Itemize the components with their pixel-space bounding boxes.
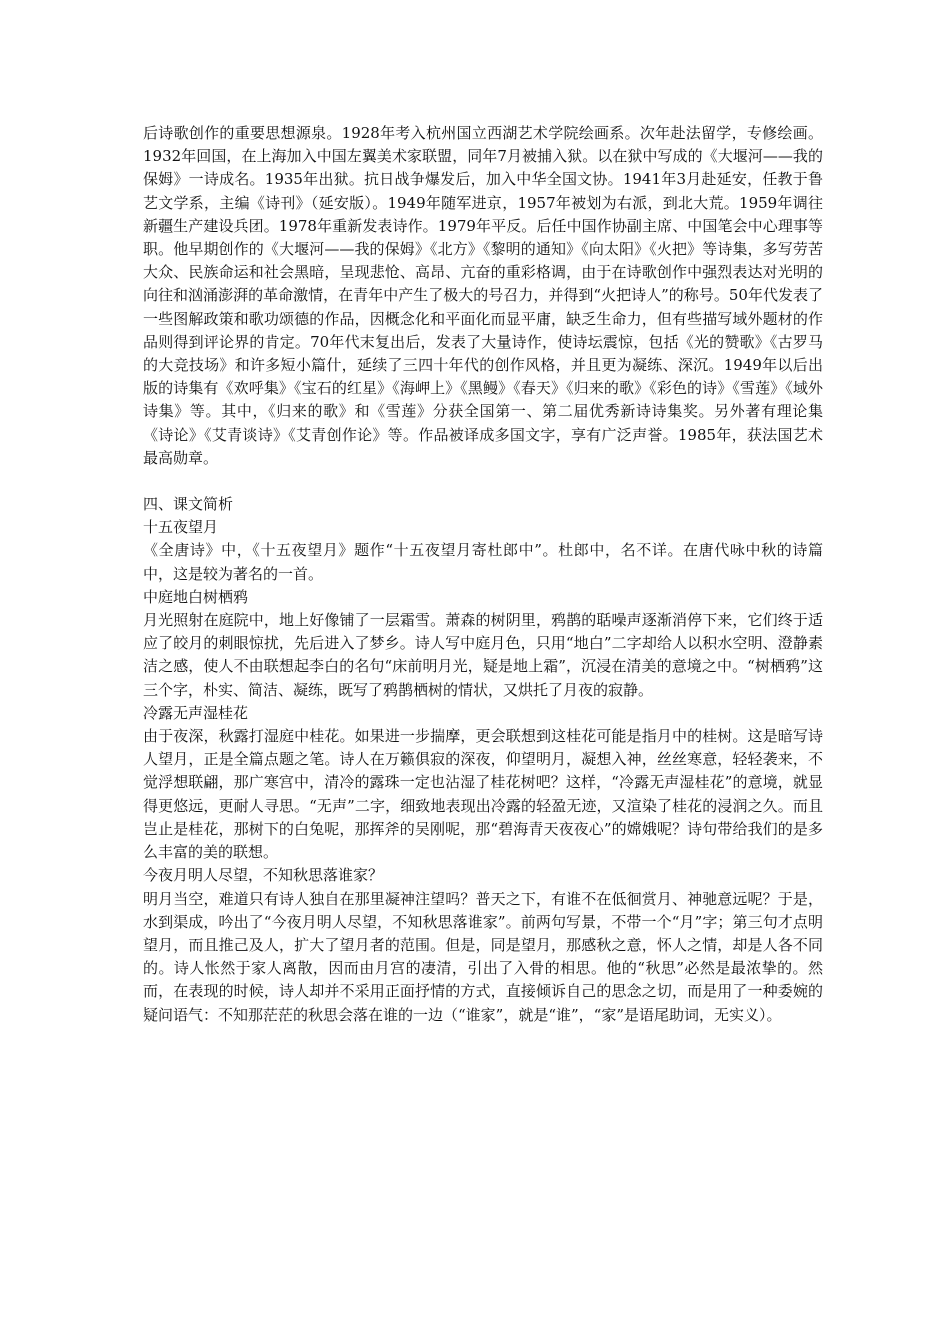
blank-line (143, 470, 823, 493)
line-heading-3: 今夜月明人尽望，不知秋思落谁家？ (143, 866, 384, 885)
poem-title: 十五夜望月 (143, 518, 219, 537)
line-analysis-1: 月光照射在庭院中，地上好像铺了一层霜雪。萧森的树阴里，鸦鹊的聒噪声逐渐消停下来，它们终于适应了皎月的刺眼惊扰，先后进入了梦乡。诗人写中庭月色，只用“地白”二字却给人以积水空明、澄静素洁之感，使人不由联想起李白的名句“床前明月光，疑是地上霜”，沉浸在清美的意境之中。“树栖鸦”这三个字，朴实、简洁、凝练，既写了鸦鹊栖树的情状，又烘托了月夜的寂静。 (143, 611, 823, 699)
line-analysis-2: 由于夜深，秋露打湿庭中桂花。如果进一步揣摩，更会联想到这桂花可能是指月中的桂树。这是暗写诗人望月，正是全篇点题之笔。诗人在万籁俱寂的深夜，仰望明月，凝想入神，丝丝寒意，轻轻袭来，不觉浮想联翩，那广寒宫中，清冷的露珠一定也沾湿了桂花树吧？这样，“冷露无声湿桂花”的意境，就显得更悠远，更耐人寻思。“无声”二字，细致地表现出冷露的轻盈无迹，又渲染了桂花的浸润之久。而且岂止是桂花，那树下的白兔呢，那挥斧的吴刚呢，那“碧海青天夜夜心”的嫦娥呢？诗句带给我们的是多么丰富的美的联想。 (143, 727, 823, 862)
line-analysis-3: 明月当空，难道只有诗人独自在那里凝神注望吗？普天之下，有谁不在低徊赏月、神驰意远呢？于是，水到渠成，吟出了“今夜月明人尽望，不知秋思落谁家”。前两句写景，不带一个“月”字；第三句才点明望月，而且推己及人，扩大了望月者的范围。但是，同是望月，那感秋之意，怀人之情，却是人各不同的。诗人怅然于家人离散，因而由月宫的凄清，引出了入骨的相思。他的“秋思”必然是最浓挚的。然而，在表现的时候，诗人却并不采用正面抒情的方式，直接倾诉自己的思念之切，而是用了一种委婉的疑问语气：不知那茫茫的秋思会落在谁的一边（“谁家”，就是“谁”，“家”是语尾助词，无实义）。 (143, 889, 823, 1024)
line-heading-2: 冷露无声湿桂花 (143, 703, 249, 722)
line-heading-1: 中庭地白树栖鸦 (143, 587, 249, 606)
author-bio-paragraph: 后诗歌创作的重要思想源泉。1928年考入杭州国立西湖艺术学院绘画系。次年赴法留学，专修绘画。1932年回国，在上海加入中国左翼美术家联盟，同年7月被捕入狱。以在狱中写成的《大堰河——我的保姆》一诗成名。1935年出狱。抗日战争爆发后，加入中华全国文协。1941年3月赴延安，任教于鲁艺文学系，主编《诗刊》（延安版）。1949年随军进京，1957年被划为右派，到北大荒。1959年调往新疆生产建设兵团。1978年重新发表诗作。1979年平反。后任中国作协副主席、中国笔会中心理事等职。他早期创作的《大堰河——我的保姆》《北方》《黎明的通知》《向太阳》《火把》等诗集，多写劳苦大众、民族命运和社会黑暗，呈现悲怆、高昂、亢奋的重彩格调，由于在诗歌创作中强烈表达对光明的向往和汹涌澎湃的革命激情，在青年中产生了极大的号召力，并得到“火把诗人”的称号。50年代发表了一些图解政策和歌功颂德的作品，因概念化和平面化而显平庸，缺乏生命力，但有些描写域外题材的作品则得到评论界的肯定。70年代末复出后，发表了大量诗作，使诗坛震惊，包括《光的赞歌》《古罗马的大竞技场》和许多短小篇什，延续了三四十年代的创作风格，并且更为凝练、深沉。1949年以后出版的诗集有《欢呼集》《宝石的红星》《海岬上》《黑鳗》《春天》《归来的歌》《彩色的诗》《雪莲》《域外诗集》等。其中，《归来的歌》和《雪莲》分获全国第一、第二届优秀新诗诗集奖。另外著有理论集《诗论》《艾青谈诗》《艾青创作论》等。作品被译成多国文字，享有广泛声誉。1985年，获法国艺术最高勋章。 (143, 124, 823, 467)
document-page (143, 122, 823, 1027)
section-title: 四、课文简析 (143, 495, 234, 514)
poem-intro-paragraph: 《全唐诗》中，《十五夜望月》题作“十五夜望月寄杜郎中”。杜郎中，名不详。在唐代咏中秋的诗篇中，这是较为著名的一首。 (143, 541, 823, 583)
